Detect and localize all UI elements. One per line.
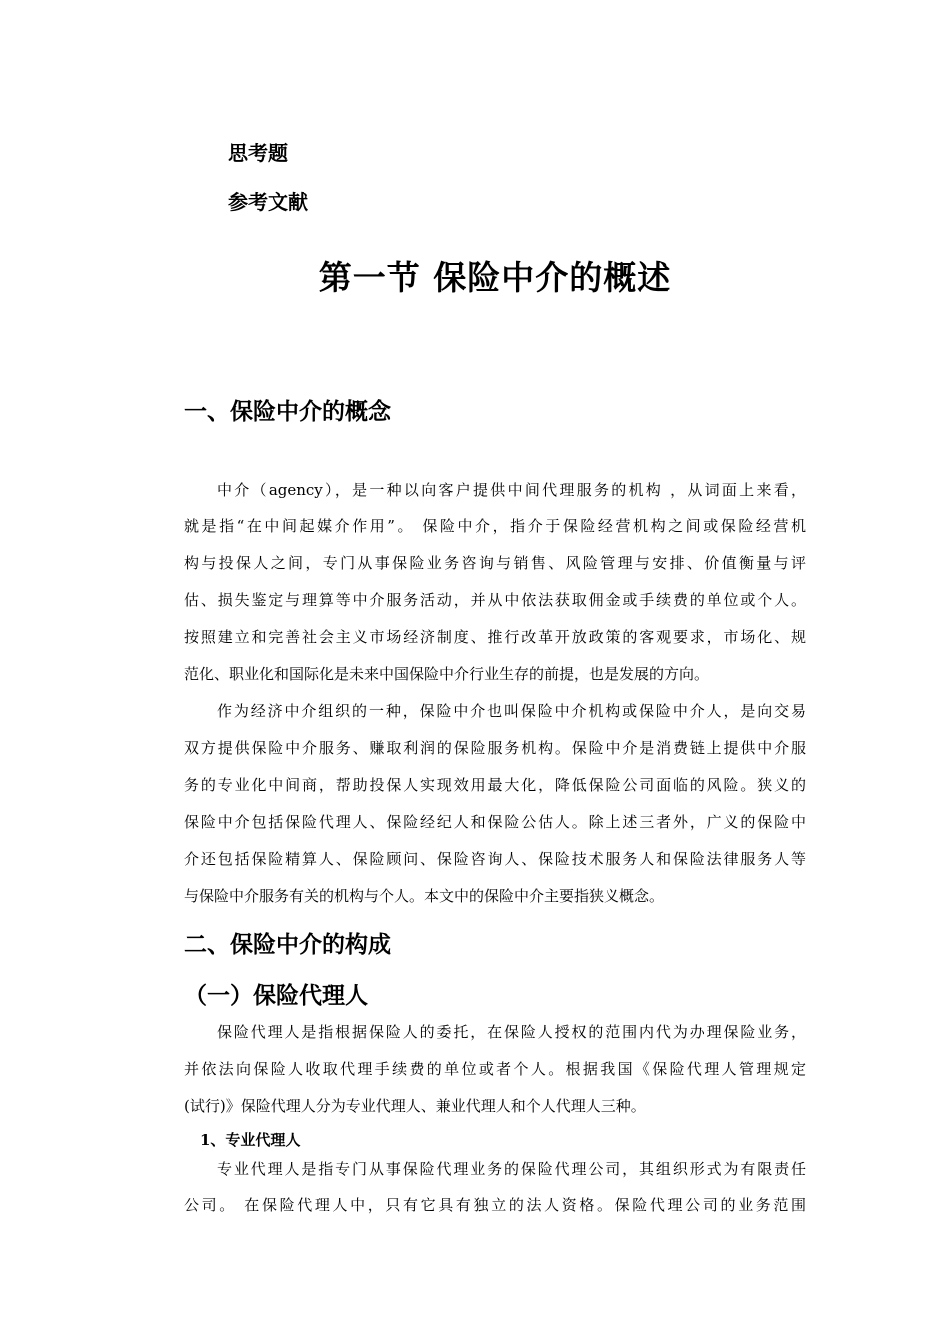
paragraph-line: 介还包括保险精算人、保险顾问、保险咨询人、保险技术服务人和保险法律服务人等 bbox=[184, 850, 806, 868]
heading-concept: 一、保险中介的概念 bbox=[184, 399, 391, 425]
paragraph-line: 保险中介包括保险代理人、保险经纪人和保险公估人。除上述三者外，广义的保险中 bbox=[184, 813, 806, 831]
paragraph-line: (试行)》保险代理人分为专业代理人、兼业代理人和个人代理人三种。 bbox=[184, 1097, 646, 1115]
paragraph-line: 并依法向保险人收取代理手续费的单位或者个人。根据我国《保险代理人管理规定 bbox=[184, 1060, 806, 1078]
paragraph-line: 保险代理人是指根据保险人的委托，在保险人授权的范围内代为办理保险业务， bbox=[217, 1023, 806, 1041]
heading-composition: 二、保险中介的构成 bbox=[184, 932, 391, 958]
heading-insurance-agent: （一）保险代理人 bbox=[184, 983, 368, 1009]
paragraph-line: 与保险中介服务有关的机构与个人。本文中的保险中介主要指狭义概念。 bbox=[184, 887, 665, 905]
paragraph-line: 构与投保人之间，专门从事保险业务咨询与销售、风险管理与安排、价值衡量与评 bbox=[184, 554, 806, 572]
paragraph-line: 公司。 在保险代理人中，只有它具有独立的法人资格。保险代理公司的业务范围 bbox=[184, 1196, 806, 1214]
heading-professional-agent: 1、专业代理人 bbox=[200, 1131, 301, 1149]
toc-item-thinking-questions: 思考题 bbox=[228, 141, 288, 165]
paragraph-line: 就是指“在中间起媒介作用”。 保险中介，指介于保险经营机构之间或保险经营机 bbox=[184, 517, 806, 535]
paragraph-line: 按照建立和完善社会主义市场经济制度、推行改革开放政策的客观要求，市场化、规 bbox=[184, 628, 806, 646]
paragraph-line: 中介（agency），是一种以向客户提供中间代理服务的机构 ，从词面上来看， bbox=[217, 481, 806, 499]
paragraph-line: 作为经济中介组织的一种，保险中介也叫保险中介机构或保险中介人，是向交易 bbox=[217, 702, 806, 720]
toc-item-references: 参考文献 bbox=[228, 190, 308, 214]
section-title: 第一节 保险中介的概述 bbox=[318, 258, 672, 297]
paragraph-line: 务的专业化中间商，帮助投保人实现效用最大化，降低保险公司面临的风险。狭义的 bbox=[184, 776, 806, 794]
paragraph-line: 范化、职业化和国际化是未来中国保险中介行业生存的前提，也是发展的方向。 bbox=[184, 665, 710, 683]
paragraph-line: 专业代理人是指专门从事保险代理业务的保险代理公司，其组织形式为有限责任 bbox=[217, 1160, 806, 1178]
paragraph-line: 估、损失鉴定与理算等中介服务活动，并从中依法获取佣金或手续费的单位或个人。 bbox=[184, 591, 806, 609]
paragraph-line: 双方提供保险中介服务、赚取利润的保险服务机构。保险中介是消费链上提供中介服 bbox=[184, 739, 806, 757]
